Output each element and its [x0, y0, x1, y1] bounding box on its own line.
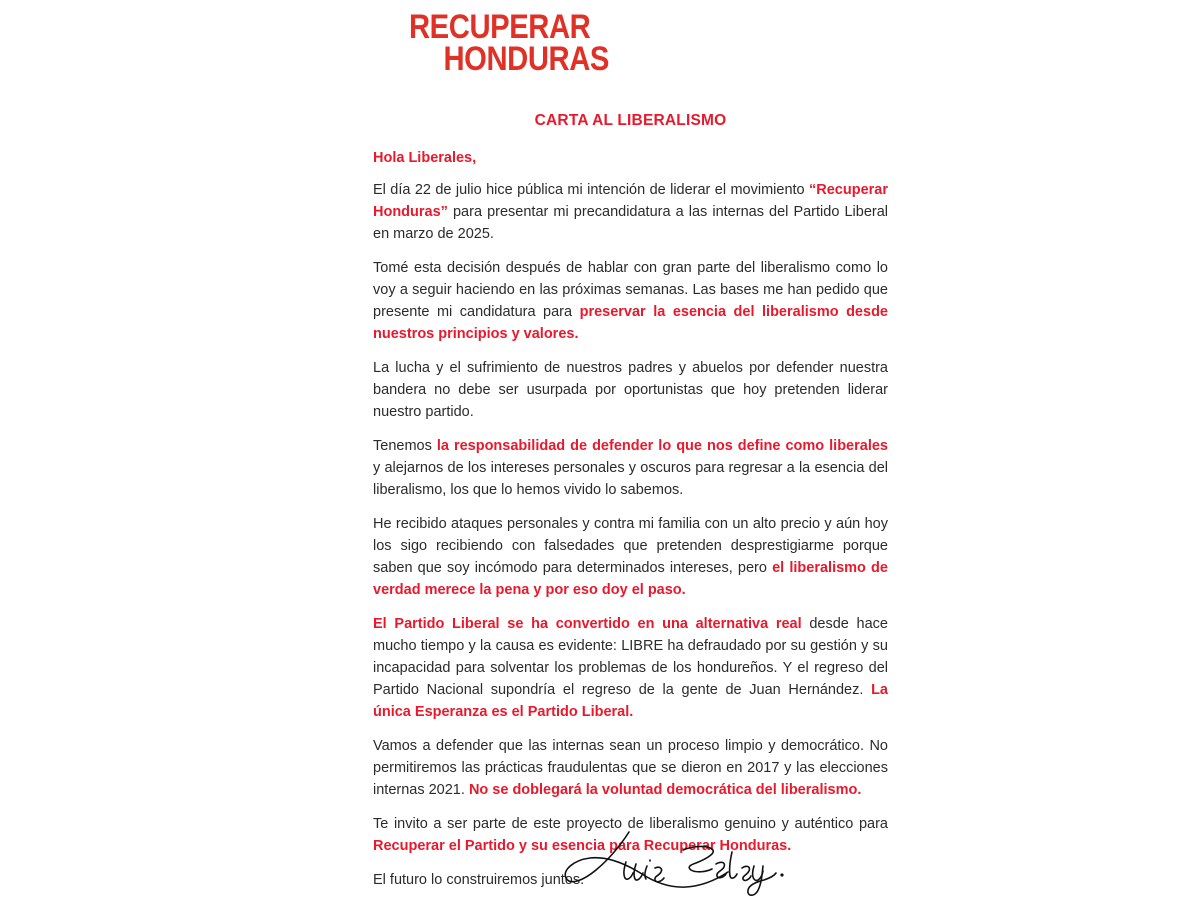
letter-paragraphs	[373, 179, 888, 891]
letter-paragraph	[373, 513, 888, 601]
handwritten-signature	[560, 828, 790, 900]
letter-content	[373, 112, 888, 891]
highlighted-text: la responsabilidad de defender lo que nos define como liberales	[436, 438, 888, 454]
highlighted-text: “Recuperar Honduras”	[373, 182, 888, 220]
letter-paragraph	[373, 179, 888, 245]
body-text: Tenemos	[373, 438, 437, 454]
body-text: El día 22 de julio hice pública mi intención de liderar el movimiento	[373, 182, 810, 198]
letter-paragraph	[373, 735, 888, 801]
body-text: y alejarnos de los intereses personales y oscuros para regresar a la esencia del liberalismo, los que lo hemos vivido lo sabemos.	[373, 460, 888, 498]
body-text: La lucha y el sufrimiento de nuestros padres y abuelos por defender nuestra bandera no debe ser usurpada por oportunistas que hoy pretenden liderar nuestro partido.	[373, 360, 888, 420]
body-text: El futuro lo construiremos juntos.	[373, 872, 585, 888]
letter-paragraph	[373, 613, 888, 723]
letter-paragraph	[373, 357, 888, 423]
highlighted-text: El Partido Liberal se ha convertido en una alternativa real	[373, 616, 802, 632]
recuperar-honduras-logo	[409, 8, 609, 78]
body-text: He recibido ataques personales y contra mi familia con un alto precio y aún hoy los sigo recibiendo con falsedades que pretenden desprestigiarme porque saben que soy incómodo para determinados intereses, pero	[373, 516, 888, 576]
letter-salutation: Hola Liberales,	[373, 150, 477, 166]
letter-title: CARTA AL LIBERALISMO	[534, 112, 727, 129]
highlighted-text: No se doblegará la voluntad democrática del liberalismo.	[468, 782, 862, 798]
highlighted-text: La única Esperanza es el Partido Liberal.	[373, 682, 888, 720]
highlighted-text: preservar la esencia del liberalismo desde nuestros principios y valores.	[373, 304, 888, 342]
body-text: desde hace mucho tiempo y la causa es evidente: LIBRE ha defraudado por su gestión y su incapacidad para solventar los problemas de los hondureños. Y el regreso del Partido Nacional supondría el regreso de la gente de Juan Hernández.	[373, 616, 888, 698]
body-text: Vamos a defender que las internas sean un proceso limpio y democrático. No permitiremos las prácticas fraudulentas que se dieron en 2017 y las elecciones internas 2021.	[373, 738, 888, 798]
letter-paragraph	[373, 435, 888, 501]
logo-line-honduras: HONDURAS	[443, 39, 609, 78]
letter-paragraph	[373, 257, 888, 345]
logo-line-recuperar: RECUPERAR	[409, 8, 591, 46]
body-text: para presentar mi precandidatura a las internas del Partido Liberal en marzo de 2025.	[373, 204, 888, 242]
body-text: Tomé esta decisión después de hablar con gran parte del liberalismo como lo voy a seguir haciendo en las próximas semanas. Las bases me han pedido que presente mi candidatura para	[373, 260, 888, 320]
body-text: Te invito a ser parte de este proyecto de liberalismo genuino y auténtico para	[373, 816, 888, 832]
highlighted-text: Recuperar el Partido y su esencia para Recuperar Honduras.	[373, 838, 792, 854]
highlighted-text: el liberalismo de verdad merece la pena y por eso doy el paso.	[373, 560, 888, 598]
